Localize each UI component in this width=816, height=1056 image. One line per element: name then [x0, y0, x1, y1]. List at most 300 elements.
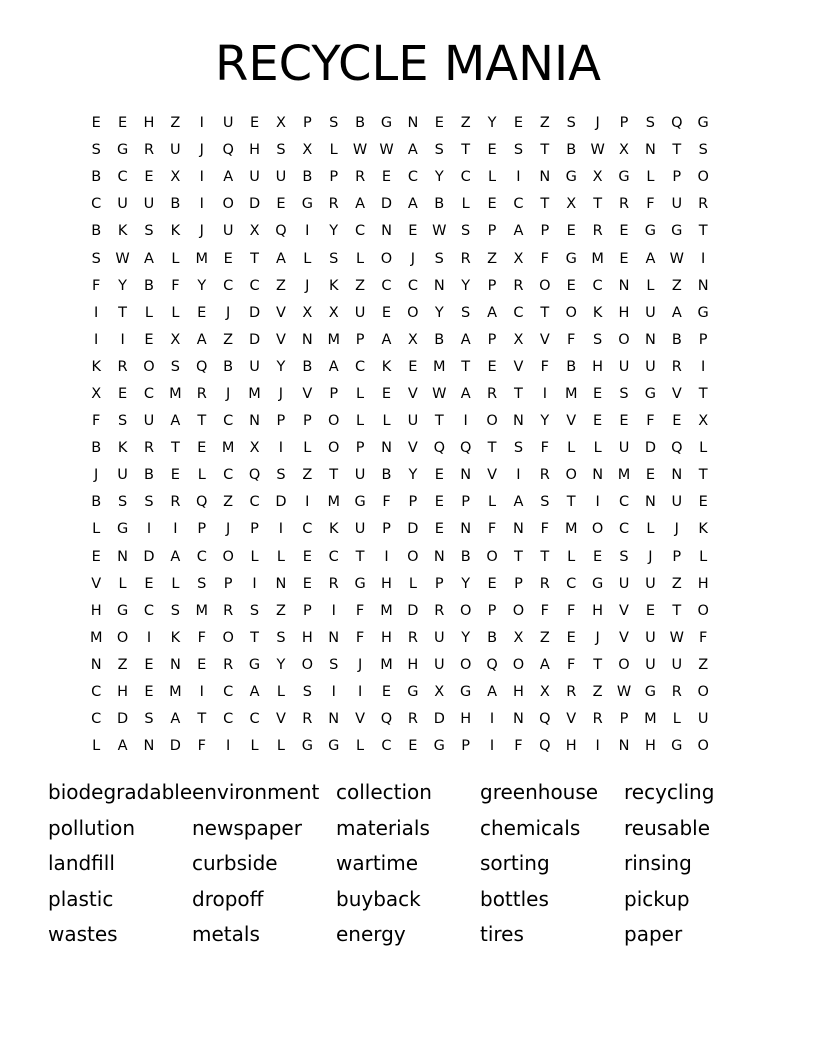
grid-letter: J — [648, 548, 653, 565]
grid-letter: N — [433, 548, 445, 565]
grid-letter: D — [407, 602, 419, 619]
grid-letter: M — [380, 656, 393, 673]
grid-letter: L — [382, 413, 391, 430]
grid-letter: M — [327, 331, 340, 348]
grid-letter: C — [223, 684, 234, 701]
grid-letter: W — [669, 250, 684, 267]
grid-letter: C — [223, 413, 234, 430]
grid-letter: P — [382, 521, 391, 538]
grid-letter: R — [117, 358, 128, 375]
grid-letter: R — [592, 223, 603, 240]
grid-letter: F — [197, 738, 206, 755]
grid-letter: J — [278, 385, 284, 402]
grid-letter: V — [566, 711, 577, 728]
grid-letter: J — [595, 115, 600, 132]
grid-letter: A — [381, 331, 392, 348]
grid-letter: E — [144, 656, 154, 673]
grid-letter: A — [460, 385, 471, 402]
grid-letter: F — [540, 521, 549, 538]
grid-letter: H — [301, 629, 313, 646]
grid-letter: E — [513, 115, 524, 132]
grid-letter: S — [117, 413, 128, 430]
grid-letter: L — [171, 575, 180, 592]
grid-letter: O — [697, 169, 709, 186]
grid-letter: R — [196, 385, 207, 402]
grid-letter: F — [567, 331, 576, 348]
grid-letter: N — [328, 711, 340, 728]
grid-letter: C — [328, 548, 339, 565]
grid-letter: Z — [487, 250, 498, 267]
grid-letter: L — [408, 575, 417, 592]
grid-letter: F — [646, 196, 655, 213]
grid-letter: R — [143, 440, 155, 457]
grid-letter: X — [539, 684, 550, 701]
grid-letter: E — [118, 385, 128, 402]
grid-letter: I — [489, 738, 495, 755]
grid-letter: N — [249, 413, 260, 430]
grid-letter: T — [250, 629, 259, 646]
grid-letter: L — [356, 738, 365, 755]
grid-letter: P — [540, 223, 550, 240]
grid-letter: R — [355, 169, 366, 186]
grid-row — [83, 327, 743, 354]
grid-letter: A — [223, 169, 234, 186]
grid-letter: H — [592, 602, 604, 619]
grid-letter: N — [671, 467, 683, 484]
grid-row — [83, 273, 743, 300]
grid-letter: C — [566, 575, 577, 592]
grid-row — [83, 218, 743, 245]
grid-letter: X — [170, 331, 181, 348]
grid-row — [83, 598, 743, 625]
word-list-item: rinsing — [624, 851, 692, 876]
grid-letter: N — [513, 711, 524, 728]
grid-letter: E — [645, 602, 655, 619]
grid-letter: E — [619, 223, 629, 240]
grid-letter: M — [644, 711, 657, 728]
grid-letter: O — [222, 196, 234, 213]
grid-letter: H — [381, 575, 392, 592]
grid-letter: B — [170, 196, 181, 213]
grid-letter: N — [644, 494, 656, 511]
word-list-item: metals — [192, 922, 260, 947]
grid-letter: E — [91, 548, 101, 565]
grid-letter: X — [566, 196, 577, 213]
grid-letter: I — [94, 304, 99, 321]
grid-letter: M — [380, 602, 393, 619]
grid-letter: T — [698, 467, 708, 484]
grid-letter: S — [434, 250, 444, 267]
grid-letter: V — [539, 331, 550, 348]
grid-letter: Z — [275, 602, 286, 619]
grid-letter: X — [302, 304, 313, 321]
grid-letter: W — [669, 629, 684, 646]
grid-letter: P — [619, 711, 629, 728]
grid-letter: E — [170, 467, 180, 484]
grid-row — [83, 354, 743, 381]
grid-letter: I — [278, 521, 284, 538]
grid-letter: K — [328, 521, 339, 538]
grid-letter: N — [618, 738, 630, 755]
grid-letter: E — [698, 494, 708, 511]
grid-letter: O — [697, 684, 709, 701]
grid-row — [83, 381, 743, 408]
grid-letter: C — [91, 684, 102, 701]
grid-letter: E — [619, 413, 629, 430]
grid-letter: E — [381, 385, 392, 402]
grid-letter: X — [513, 250, 524, 267]
grid-letter: P — [487, 602, 497, 619]
grid-letter: C — [302, 521, 313, 538]
grid-letter: L — [593, 440, 602, 457]
grid-letter: C — [223, 277, 234, 294]
grid-letter: L — [118, 575, 127, 592]
grid-letter: F — [699, 629, 708, 646]
grid-letter: R — [698, 196, 709, 213]
grid-letter: V — [671, 385, 682, 402]
grid-letter: N — [381, 223, 392, 240]
grid-letter: E — [566, 629, 576, 646]
grid-letter: C — [223, 467, 234, 484]
grid-letter: R — [328, 196, 339, 213]
grid-letter: X — [275, 115, 286, 132]
grid-letter: I — [516, 169, 521, 186]
grid-letter: S — [619, 385, 629, 402]
grid-letter: U — [618, 440, 630, 457]
grid-letter: H — [592, 358, 604, 375]
grid-letter: F — [92, 413, 101, 430]
grid-letter: G — [380, 115, 393, 132]
grid-letter: P — [461, 494, 471, 511]
grid-letter: E — [593, 385, 603, 402]
grid-letter: F — [540, 358, 549, 375]
grid-letter: V — [275, 331, 286, 348]
grid-letter: R — [434, 602, 445, 619]
word-list-item: plastic — [48, 886, 114, 911]
grid-letter: I — [357, 684, 363, 701]
grid-letter: J — [226, 521, 231, 538]
grid-letter: Z — [539, 115, 550, 132]
grid-letter: U — [433, 629, 445, 646]
grid-letter: Q — [433, 440, 445, 457]
grid-letter: S — [144, 223, 154, 240]
grid-letter: D — [248, 304, 261, 321]
grid-letter: A — [328, 358, 339, 375]
grid-letter: H — [90, 602, 102, 619]
grid-letter: Z — [460, 115, 471, 132]
grid-letter: R — [407, 711, 418, 728]
grid-letter: E — [118, 115, 128, 132]
grid-letter: K — [698, 521, 708, 538]
grid-letter: E — [487, 196, 497, 213]
grid-letter: N — [697, 277, 709, 294]
grid-letter: O — [591, 521, 604, 538]
grid-letter: L — [461, 196, 470, 213]
grid-letter: G — [248, 656, 261, 673]
grid-letter: G — [565, 250, 577, 267]
grid-letter: E — [197, 440, 207, 457]
grid-letter: U — [671, 494, 683, 511]
grid-letter: G — [328, 738, 340, 755]
grid-letter: N — [618, 277, 630, 294]
grid-letter: U — [143, 413, 155, 430]
grid-letter: K — [381, 358, 392, 375]
grid-letter: E — [645, 467, 655, 484]
grid-letter: T — [540, 196, 550, 213]
grid-letter: F — [514, 738, 523, 755]
grid-letter: S — [276, 467, 286, 484]
grid-letter: E — [144, 575, 154, 592]
grid-letter: U — [645, 575, 656, 592]
word-list-item: paper — [624, 922, 683, 947]
grid-row — [83, 489, 743, 516]
grid-letter: C — [196, 548, 207, 565]
grid-letter: K — [170, 223, 181, 240]
grid-letter: S — [434, 142, 444, 159]
grid-letter: F — [567, 602, 576, 619]
grid-letter: B — [144, 277, 154, 294]
grid-letter: N — [513, 521, 524, 538]
grid-row — [83, 435, 743, 462]
word-list-item: tires — [480, 922, 524, 947]
grid-letter: N — [381, 440, 392, 457]
grid-letter: S — [276, 629, 286, 646]
grid-row — [83, 137, 743, 164]
word-list-item: sorting — [480, 851, 550, 876]
grid-letter: Y — [118, 277, 128, 294]
grid-letter: P — [355, 331, 365, 348]
grid-letter: R — [223, 656, 234, 673]
grid-letter: C — [117, 169, 128, 186]
grid-letter: E — [408, 738, 418, 755]
grid-letter: J — [226, 385, 231, 402]
grid-letter: B — [460, 548, 471, 565]
grid-letter: L — [329, 142, 338, 159]
grid-letter: O — [301, 656, 314, 673]
grid-letter: J — [357, 656, 363, 673]
word-list-item: buyback — [336, 886, 421, 911]
word-list-item: dropoff — [192, 886, 264, 911]
grid-letter: H — [381, 629, 392, 646]
grid-letter: L — [567, 548, 576, 565]
grid-letter: M — [564, 385, 578, 402]
grid-letter: M — [327, 494, 340, 511]
grid-letter: Q — [275, 223, 287, 240]
grid-letter: K — [592, 304, 603, 321]
grid-letter: L — [276, 548, 285, 565]
grid-letter: S — [645, 115, 655, 132]
grid-letter: V — [302, 385, 313, 402]
grid-letter: J — [595, 629, 600, 646]
grid-letter: C — [355, 358, 366, 375]
grid-letter: C — [143, 385, 155, 402]
grid-letter: F — [567, 656, 576, 673]
grid-letter: L — [488, 169, 497, 186]
grid-letter: I — [463, 413, 468, 430]
grid-letter: Z — [355, 277, 366, 294]
grid-letter: M — [564, 521, 578, 538]
grid-letter: T — [487, 440, 497, 457]
grid-letter: H — [143, 115, 155, 132]
word-list-item: reusable — [624, 815, 710, 840]
grid-letter: N — [539, 169, 551, 186]
grid-letter: S — [619, 548, 629, 565]
grid-letter: T — [672, 142, 682, 159]
word-list-item: energy — [336, 922, 406, 947]
grid-letter: P — [487, 223, 497, 240]
grid-letter: C — [355, 223, 366, 240]
grid-letter: U — [697, 711, 709, 728]
grid-letter: Z — [671, 575, 682, 592]
grid-letter: L — [276, 684, 285, 701]
grid-letter: C — [618, 521, 630, 538]
grid-letter: I — [305, 223, 310, 240]
grid-letter: Y — [329, 223, 339, 240]
grid-letter: L — [250, 738, 259, 755]
grid-letter: I — [120, 331, 125, 348]
grid-letter: Z — [539, 629, 550, 646]
grid-letter: P — [514, 575, 523, 592]
grid-letter: I — [595, 494, 600, 511]
grid-letter: U — [222, 223, 234, 240]
grid-letter: V — [407, 385, 418, 402]
grid-letter: T — [672, 602, 682, 619]
grid-letter: A — [407, 196, 418, 213]
grid-letter: D — [248, 196, 261, 213]
grid-letter: C — [407, 277, 418, 294]
grid-letter: K — [117, 223, 128, 240]
grid-letter: I — [516, 467, 521, 484]
grid-letter: A — [196, 331, 207, 348]
grid-letter: P — [197, 521, 207, 538]
grid-letter: Z — [698, 656, 709, 673]
grid-letter: S — [144, 711, 154, 728]
grid-letter: X — [619, 142, 629, 159]
grid-letter: E — [408, 223, 418, 240]
grid-letter: I — [278, 440, 284, 457]
grid-letter: W — [432, 385, 447, 402]
grid-letter: E — [434, 521, 444, 538]
grid-letter: M — [248, 385, 261, 402]
grid-letter: S — [461, 223, 471, 240]
grid-letter: O — [565, 467, 577, 484]
grid-letter: S — [91, 142, 101, 159]
grid-row — [83, 164, 743, 191]
grid-letter: F — [540, 602, 549, 619]
grid-letter: B — [91, 440, 102, 457]
grid-letter: G — [644, 223, 657, 240]
grid-letter: R — [671, 684, 682, 701]
grid-letter: Y — [434, 169, 444, 186]
grid-letter: Q — [222, 142, 234, 159]
grid-letter: E — [434, 467, 444, 484]
grid-letter: A — [487, 684, 498, 701]
grid-letter: E — [381, 304, 392, 321]
grid-letter: D — [248, 331, 261, 348]
grid-letter: O — [459, 656, 472, 673]
grid-letter: Y — [461, 277, 471, 294]
grid-row — [83, 245, 743, 272]
grid-letter: C — [143, 602, 155, 619]
grid-letter: S — [593, 331, 603, 348]
grid-letter: C — [407, 169, 418, 186]
grid-row — [83, 571, 743, 598]
grid-letter: N — [275, 575, 287, 592]
grid-letter: R — [487, 385, 498, 402]
grid-row — [83, 625, 743, 652]
grid-letter: N — [592, 467, 604, 484]
grid-letter: W — [590, 142, 605, 159]
grid-letter: M — [591, 250, 604, 267]
grid-letter: G — [644, 385, 657, 402]
grid-letter: S — [513, 142, 524, 159]
grid-letter: D — [117, 711, 129, 728]
grid-letter: X — [407, 331, 418, 348]
grid-letter: T — [461, 358, 471, 375]
grid-letter: Y — [461, 575, 471, 592]
grid-letter: U — [671, 196, 683, 213]
puzzle-title: RECYCLE MANIA — [214, 36, 602, 92]
grid-letter: N — [433, 277, 445, 294]
grid-letter: E — [593, 413, 603, 430]
grid-letter: N — [301, 331, 313, 348]
grid-letter: B — [671, 331, 682, 348]
grid-letter: P — [355, 440, 365, 457]
grid-letter: T — [118, 304, 128, 321]
grid-letter: Q — [539, 738, 551, 755]
grid-letter: E — [593, 548, 603, 565]
grid-letter: C — [249, 494, 260, 511]
grid-letter: R — [592, 711, 603, 728]
grid-letter: Q — [380, 711, 393, 728]
grid-letter: E — [302, 575, 312, 592]
grid-letter: E — [223, 250, 233, 267]
grid-letter: A — [355, 196, 366, 213]
grid-letter: O — [459, 602, 472, 619]
grid-letter: U — [618, 358, 630, 375]
grid-letter: V — [513, 358, 524, 375]
grid-letter: L — [303, 440, 312, 457]
grid-letter: T — [355, 548, 365, 565]
word-list-item: wartime — [336, 851, 419, 876]
grid-row — [83, 679, 743, 706]
grid-letter: O — [618, 331, 630, 348]
grid-letter: L — [276, 738, 285, 755]
grid-letter: R — [566, 684, 577, 701]
grid-letter: H — [697, 575, 709, 592]
grid-letter: I — [226, 738, 231, 755]
grid-letter: E — [91, 115, 101, 132]
grid-letter: L — [646, 277, 655, 294]
grid-letter: O — [697, 738, 709, 755]
grid-letter: T — [514, 385, 523, 402]
grid-letter: U — [407, 413, 419, 430]
grid-letter: Q — [486, 656, 498, 673]
grid-letter: U — [671, 656, 683, 673]
grid-row — [83, 110, 743, 137]
grid-letter: R — [618, 196, 630, 213]
grid-letter: K — [328, 277, 339, 294]
grid-letter: E — [249, 115, 260, 132]
grid-letter: P — [223, 575, 233, 592]
grid-letter: U — [143, 196, 155, 213]
grid-letter: L — [92, 521, 101, 538]
grid-letter: R — [671, 358, 682, 375]
grid-letter: G — [301, 196, 313, 213]
grid-letter: C — [381, 738, 392, 755]
grid-letter: T — [250, 250, 259, 267]
grid-letter: T — [593, 196, 603, 213]
